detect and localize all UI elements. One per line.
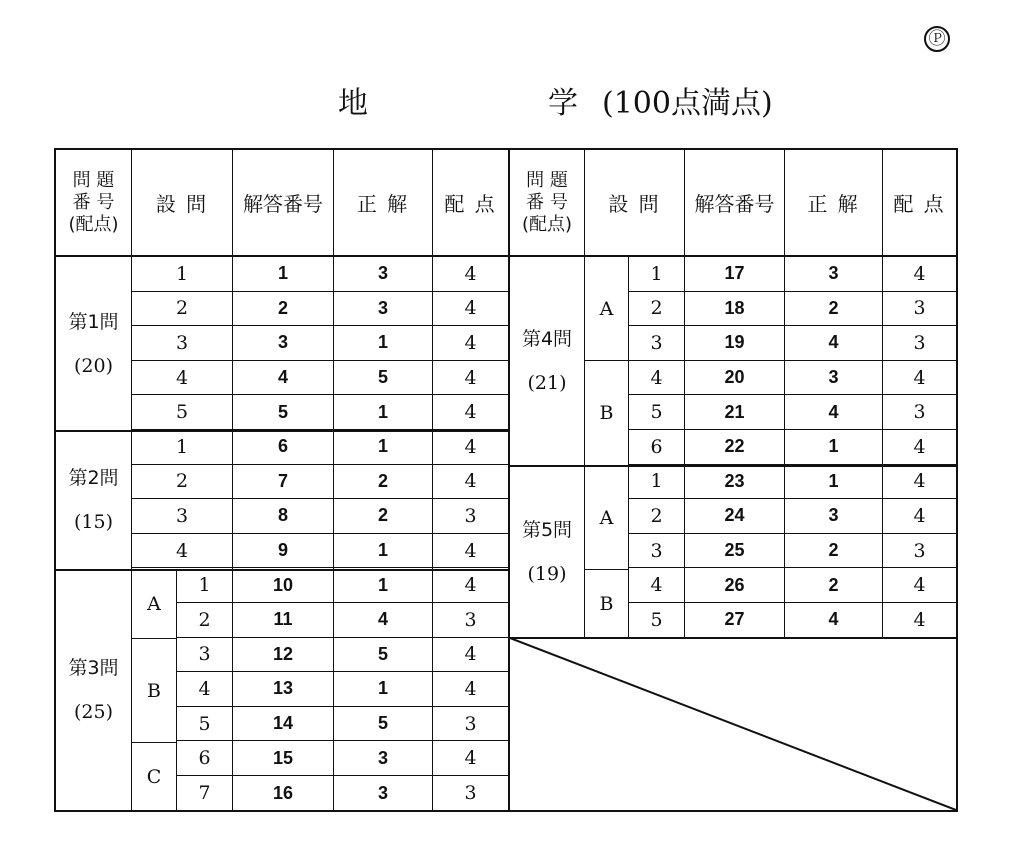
correct-answer: 3 bbox=[334, 741, 433, 776]
sub-question-number: 1 bbox=[629, 465, 685, 500]
question-points: (20) bbox=[73, 354, 113, 377]
answer-number: 27 bbox=[685, 603, 785, 638]
correct-answer: 3 bbox=[334, 776, 433, 811]
sub-question-number: 3 bbox=[132, 326, 233, 361]
points-value: 3 bbox=[883, 395, 956, 430]
sub-question-number: 2 bbox=[132, 292, 233, 327]
answer-number: 7 bbox=[233, 465, 334, 500]
page-title-part3: (100点満点) bbox=[602, 86, 773, 121]
question-label: 第4問 bbox=[521, 328, 573, 350]
points-value: 4 bbox=[883, 465, 956, 500]
answer-number: 25 bbox=[685, 534, 785, 569]
header-points-right: 配 点 bbox=[883, 150, 956, 257]
correct-answer: 2 bbox=[334, 499, 433, 534]
points-value: 4 bbox=[433, 257, 510, 292]
points-value: 3 bbox=[433, 707, 510, 742]
points-value: 3 bbox=[883, 326, 956, 361]
points-value: 4 bbox=[433, 534, 510, 569]
header-question-number bbox=[56, 150, 132, 257]
header-correct-right: 正 解 bbox=[785, 150, 883, 257]
answer-number: 1 bbox=[233, 257, 334, 292]
points-value: 4 bbox=[433, 465, 510, 500]
points-value: 4 bbox=[433, 292, 510, 327]
sub-question-number: 2 bbox=[132, 465, 233, 500]
correct-answer: 5 bbox=[334, 707, 433, 742]
sub-question-number: 4 bbox=[132, 534, 233, 569]
header-q-line1: 問 題 bbox=[526, 169, 568, 191]
header-q-line1: 問 題 bbox=[72, 169, 115, 191]
correct-answer: 4 bbox=[785, 603, 883, 638]
answer-number: 18 bbox=[685, 292, 785, 327]
correct-answer: 4 bbox=[334, 603, 433, 638]
correct-answer: 3 bbox=[785, 499, 883, 534]
points-value: 3 bbox=[433, 499, 510, 534]
correct-answer: 1 bbox=[334, 672, 433, 707]
answer-number: 23 bbox=[685, 465, 785, 500]
correct-answer: 1 bbox=[334, 326, 433, 361]
question-group-2 bbox=[56, 431, 132, 570]
group-divider bbox=[56, 430, 510, 432]
correct-answer: 1 bbox=[334, 568, 433, 603]
answer-number: 5 bbox=[233, 395, 334, 430]
correct-answer: 3 bbox=[334, 257, 433, 292]
header-setsumon: 設 問 bbox=[132, 150, 233, 257]
empty-cell-diagonal bbox=[510, 638, 956, 810]
answer-number: 17 bbox=[685, 257, 785, 292]
sub-question-number: 2 bbox=[629, 499, 685, 534]
answer-table bbox=[54, 148, 958, 812]
sub-question-number: 4 bbox=[177, 672, 233, 707]
answer-number: 10 bbox=[233, 568, 334, 603]
question-group-4 bbox=[510, 257, 585, 466]
sub-question-number: 2 bbox=[629, 292, 685, 327]
answer-number: 26 bbox=[685, 568, 785, 603]
answer-number: 24 bbox=[685, 499, 785, 534]
points-value: 4 bbox=[883, 568, 956, 603]
correct-answer: 2 bbox=[785, 568, 883, 603]
header-answer-number-right: 解答番号 bbox=[685, 150, 785, 257]
sub-question-number: 1 bbox=[132, 430, 233, 465]
answer-number: 11 bbox=[233, 603, 334, 638]
correct-answer: 1 bbox=[785, 465, 883, 500]
header-q-line2: 番 号 bbox=[72, 191, 115, 213]
section-label-c: C bbox=[132, 743, 177, 810]
sub-question-number: 1 bbox=[629, 257, 685, 292]
question-label: 第2問 bbox=[68, 467, 119, 489]
points-value: 4 bbox=[433, 741, 510, 776]
question-points: (19) bbox=[527, 562, 567, 585]
answer-number: 14 bbox=[233, 707, 334, 742]
points-value: 4 bbox=[883, 499, 956, 534]
sub-question-number: 2 bbox=[177, 603, 233, 638]
points-value: 4 bbox=[433, 638, 510, 673]
points-value: 4 bbox=[433, 430, 510, 465]
sub-question-number: 4 bbox=[629, 568, 685, 603]
header-q-line3: (配点) bbox=[68, 213, 119, 235]
correct-answer: 1 bbox=[334, 395, 433, 430]
correct-answer: 2 bbox=[334, 465, 433, 500]
correct-answer: 3 bbox=[785, 257, 883, 292]
points-value: 4 bbox=[883, 257, 956, 292]
correct-answer: 4 bbox=[785, 395, 883, 430]
sub-question-number: 5 bbox=[132, 395, 233, 430]
section-label-b: B bbox=[132, 639, 177, 743]
section-label-a: A bbox=[132, 570, 177, 639]
section-label-b: B bbox=[585, 361, 629, 466]
sub-question-number: 3 bbox=[177, 638, 233, 673]
header-correct: 正 解 bbox=[334, 150, 433, 257]
question-group-5 bbox=[510, 466, 585, 638]
header-setsumon-right: 設 問 bbox=[585, 150, 685, 257]
section-label-a: A bbox=[585, 466, 629, 570]
points-value: 4 bbox=[433, 672, 510, 707]
section-label-b: B bbox=[585, 570, 629, 638]
question-label: 第1問 bbox=[68, 310, 119, 333]
correct-answer: 2 bbox=[785, 292, 883, 327]
question-label: 第3問 bbox=[68, 657, 119, 679]
sub-question-number: 4 bbox=[629, 361, 685, 396]
answer-number: 21 bbox=[685, 395, 785, 430]
correct-answer: 1 bbox=[334, 430, 433, 465]
question-label: 第5問 bbox=[521, 518, 573, 541]
points-value: 4 bbox=[433, 361, 510, 396]
sub-question-number: 1 bbox=[177, 568, 233, 603]
header-question-number-right bbox=[510, 150, 585, 257]
sub-question-number: 1 bbox=[132, 257, 233, 292]
question-group-1 bbox=[56, 257, 132, 431]
header-q-line3: (配点) bbox=[521, 213, 573, 235]
points-value: 4 bbox=[883, 430, 956, 465]
answer-number: 12 bbox=[233, 638, 334, 673]
group-divider bbox=[510, 465, 956, 467]
points-value: 3 bbox=[883, 534, 956, 569]
answer-number: 22 bbox=[685, 430, 785, 465]
correct-answer: 4 bbox=[785, 326, 883, 361]
answer-number: 9 bbox=[233, 534, 334, 569]
answer-number: 6 bbox=[233, 430, 334, 465]
points-value: 4 bbox=[433, 568, 510, 603]
page-title-part1: 地 bbox=[338, 86, 368, 121]
correct-answer: 5 bbox=[334, 361, 433, 396]
correct-answer: 1 bbox=[334, 534, 433, 569]
points-value: 4 bbox=[883, 603, 956, 638]
page-title-part2: 学 bbox=[548, 86, 578, 121]
correct-answer: 3 bbox=[785, 361, 883, 396]
question-points: (25) bbox=[73, 701, 113, 723]
sub-question-number: 3 bbox=[629, 534, 685, 569]
points-value: 4 bbox=[433, 395, 510, 430]
section-label-a: A bbox=[585, 257, 629, 361]
answer-number: 8 bbox=[233, 499, 334, 534]
sub-question-number: 5 bbox=[177, 707, 233, 742]
page-marker: Ⓟ bbox=[924, 26, 950, 52]
header-points: 配 点 bbox=[433, 150, 510, 257]
answer-number: 20 bbox=[685, 361, 785, 396]
answer-number: 13 bbox=[233, 672, 334, 707]
correct-answer: 3 bbox=[334, 292, 433, 327]
group-divider bbox=[56, 569, 510, 571]
sub-question-number: 6 bbox=[629, 430, 685, 465]
header-q-line2: 番 号 bbox=[526, 191, 568, 213]
sub-question-number: 3 bbox=[132, 499, 233, 534]
answer-number: 3 bbox=[233, 326, 334, 361]
answer-number: 15 bbox=[233, 741, 334, 776]
points-value: 4 bbox=[433, 326, 510, 361]
points-value: 3 bbox=[433, 603, 510, 638]
sub-question-number: 5 bbox=[629, 395, 685, 430]
header-answer-number: 解答番号 bbox=[233, 150, 334, 257]
answer-number: 16 bbox=[233, 776, 334, 811]
question-group-3 bbox=[56, 570, 132, 810]
sub-question-number: 3 bbox=[629, 326, 685, 361]
question-points: (15) bbox=[73, 511, 113, 533]
sub-question-number: 6 bbox=[177, 741, 233, 776]
points-value: 3 bbox=[883, 292, 956, 327]
sub-question-number: 7 bbox=[177, 776, 233, 811]
sub-question-number: 5 bbox=[629, 603, 685, 638]
answer-number: 2 bbox=[233, 292, 334, 327]
answer-number: 4 bbox=[233, 361, 334, 396]
question-points: (21) bbox=[527, 372, 567, 394]
correct-answer: 1 bbox=[785, 430, 883, 465]
points-value: 4 bbox=[883, 361, 956, 396]
correct-answer: 2 bbox=[785, 534, 883, 569]
correct-answer: 5 bbox=[334, 638, 433, 673]
points-value: 3 bbox=[433, 776, 510, 811]
sub-question-number: 4 bbox=[132, 361, 233, 396]
answer-number: 19 bbox=[685, 326, 785, 361]
